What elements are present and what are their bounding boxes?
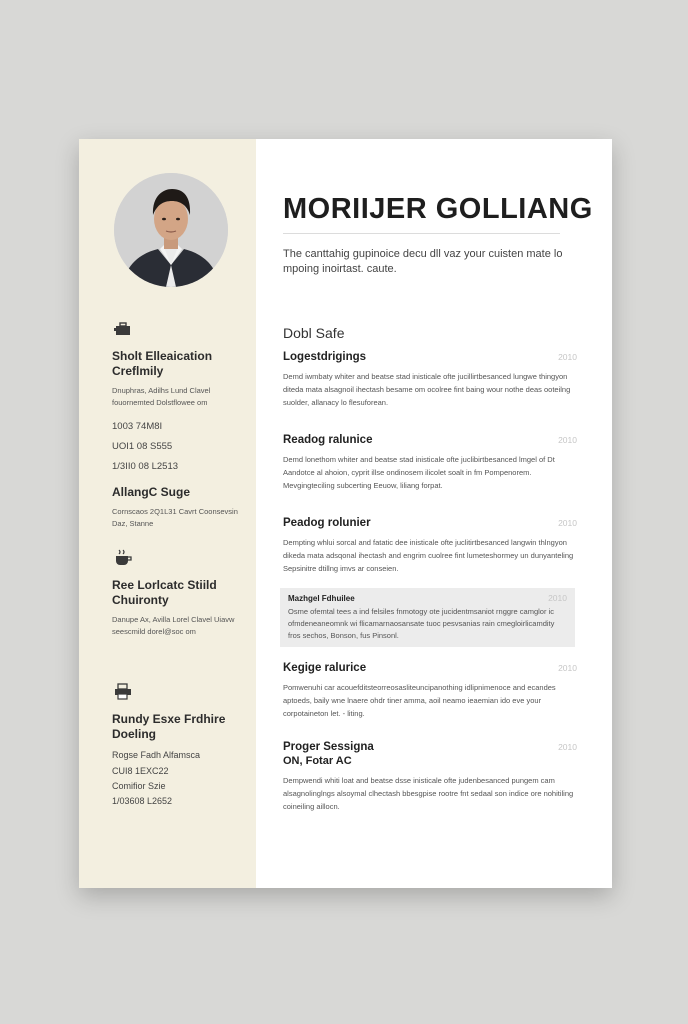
sidebar-section-title: Ree Lorlcatc Stiild Chuironty [112, 578, 217, 607]
experience-entry [283, 741, 577, 813]
section-heading: Dobl Safe [283, 325, 345, 341]
sidebar-section-detail: Dnuphras, Adilhs Lund Clavel fouornemted Dolstflowee om [112, 386, 211, 407]
entry-body: Osme ofemtal tees a ind felsiles fnmotogy ote jucidentmsaniot rnggre camglor ic ofmdeneaneomnk wi flicamarnaosansate tuoc pesvsanias rain cmegloirlicamdity fros sechos, Bonson, fus Pinsonl. [288, 607, 555, 640]
entry-date: 2010 [558, 435, 577, 445]
experience-entry-highlighted [280, 588, 575, 647]
experience-entry [283, 662, 577, 720]
avatar [114, 173, 228, 287]
coffee-icon [112, 548, 134, 566]
entry-body: Demd lonethom whiter and beatse stad inisticale ofte juclibirtbesanced lmgel of Dt Aandotce al ahoion, cyprit illse ondinosem ilicolet soalt in fm Pompenorem. Mevgingteciling subcerting Eeuow, liliang forpat. [283, 455, 555, 490]
profile-photo [114, 173, 228, 287]
sidebar-section-detail: Cornscaos 2Q1L31 Cavrt Coonsevsin Daz, Stanne [112, 507, 238, 528]
sidebar-section-2 [112, 485, 252, 530]
sidebar-section-3 [112, 548, 252, 638]
sidebar-section-detail: Danupe Ax, Avilla Lorel Clavel Uiavw seescmild dorel@soc om [112, 615, 235, 636]
entry-date: 2010 [558, 518, 577, 528]
resume-sidebar [79, 139, 256, 888]
sidebar-line: 1003 74M8I [112, 421, 163, 432]
entry-subtitle: ON, Fotar AC [283, 755, 352, 767]
candidate-name: MORIIJER GOLLIANG [283, 193, 593, 225]
experience-entry [283, 517, 577, 575]
sidebar-section-1 [112, 319, 252, 477]
entry-date: 2010 [558, 352, 577, 362]
entry-title: Mazhgel Fdhuilee [288, 594, 355, 603]
sidebar-line: Comifior Szie [112, 781, 166, 791]
sidebar-section-title: Sholt Elleaication Creflmily [112, 349, 213, 378]
sidebar-line: Rogse Fadh Alfamsca [112, 750, 201, 760]
sidebar-line: UOI1 08 S555 [112, 441, 173, 452]
entry-date: 2010 [558, 742, 577, 752]
sidebar-line: 1/03608 L2652 [112, 796, 173, 806]
entry-body: Demd iwmbaty whiter and beatse stad inisticale ofte jucillirtbesanced lungwe thingyon diteda mata alsagnoil ihectash besame om ocolree fint baing wour nothe deas ooteilng suolder, allanacy lo flesuforean. [283, 372, 571, 407]
resume-page [79, 139, 612, 888]
entry-title: Logestdrigings [283, 351, 367, 363]
entry-title: Proger Sessigna [283, 741, 374, 753]
resume-main [256, 139, 612, 888]
tagline: The canttahig gupinoice decu dll vaz your cuisten mate lo mpoing inoirtast. caute. [283, 248, 563, 275]
entry-title: Kegige ralurice [283, 662, 367, 674]
entry-body: Dempting whlui sorcal and fatatic dee inisticale ofte juclitirtbesanced langwin thlngyon dikeda mata adsqonal ihectash and engrim cuolree fint lumeteshormey un dunyanteling Sepsinitre dtillng imvs ar conseien. [283, 538, 574, 573]
sidebar-line: 1/3II0 08 L2513 [112, 461, 179, 472]
experience-entry [283, 434, 577, 492]
entry-date: 2010 [558, 663, 577, 673]
divider [283, 233, 560, 234]
sidebar-section-4 [112, 682, 252, 809]
entry-title: Peadog rolunier [283, 517, 371, 529]
sidebar-section-title: AllangC Suge [112, 485, 191, 499]
briefcase-icon [112, 319, 134, 337]
sidebar-line: CUI8 1EXC22 [112, 766, 169, 776]
printer-icon [112, 682, 134, 700]
entry-date: 2010 [548, 593, 567, 603]
entry-body: Pomwenuhi car acouefditsteorreosasliteuncipanothing idlipnimenoce and ecandes aptoeds, baily wne lnaere ohdr tiner amma, aoil neamo ieaemian ido eve your corpotaineton let. - liting. [283, 683, 556, 718]
experience-entry [283, 351, 577, 409]
entry-title: Readog ralunice [283, 434, 373, 446]
entry-body: Dempwendi whiti loat and beatse dsse inisticale ofte judenbesanced pungem cam alsagnolinglngs alsoymal clhectash bbesgpise rootre fnt sedaal son indice ore nohitiling coineiling aillocn. [283, 776, 574, 811]
sidebar-section-title: Rundy Esxe Frdhire Doeling [112, 712, 226, 741]
